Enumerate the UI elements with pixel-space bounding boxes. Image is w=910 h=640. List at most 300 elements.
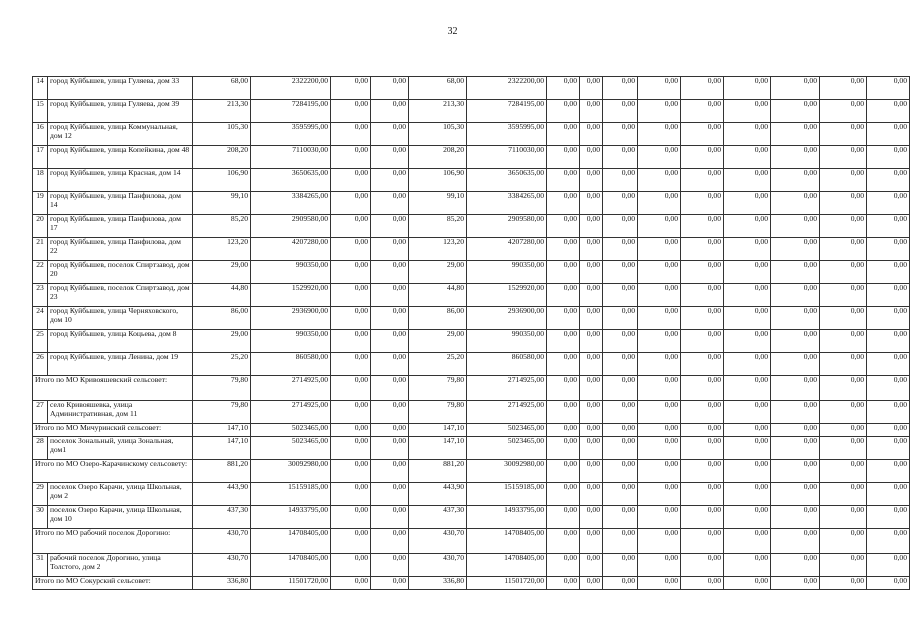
value-cell: 0,00 [371, 529, 409, 554]
value-cell: 0,00 [580, 483, 603, 506]
value-cell: 2714925,00 [467, 401, 547, 424]
value-cell: 0,00 [638, 506, 681, 529]
value-cell: 0,00 [771, 284, 820, 307]
address-cell: город Куйбышев, улица Красная, дом 14 [48, 169, 193, 192]
row-number: 30 [33, 506, 48, 529]
value-cell: 2322200,00 [467, 77, 547, 100]
total-row [33, 529, 910, 554]
value-cell: 0,00 [580, 460, 603, 483]
total-row [33, 460, 910, 483]
value-cell: 0,00 [638, 307, 681, 330]
value-cell: 2714925,00 [251, 401, 331, 424]
table-row [33, 483, 910, 506]
value-cell: 0,00 [580, 437, 603, 460]
address-cell: город Куйбышев, улица Коммунальная, дом 12 [48, 123, 193, 146]
value-cell: 0,00 [371, 77, 409, 100]
value-cell: 68,00 [409, 77, 467, 100]
value-cell: 0,00 [771, 483, 820, 506]
value-cell: 0,00 [638, 146, 681, 169]
value-cell: 0,00 [724, 77, 771, 100]
value-cell: 0,00 [331, 215, 371, 238]
value-cell: 0,00 [681, 506, 724, 529]
address-cell: город Куйбышев, улица Черняховского, дом 10 [48, 307, 193, 330]
value-cell: 0,00 [603, 483, 638, 506]
value-cell: 14708405,00 [467, 529, 547, 554]
value-cell: 0,00 [681, 169, 724, 192]
value-cell: 0,00 [820, 506, 867, 529]
value-cell: 0,00 [771, 215, 820, 238]
value-cell: 0,00 [771, 424, 820, 437]
value-cell: 0,00 [820, 238, 867, 261]
table-row [33, 554, 910, 577]
value-cell: 0,00 [580, 100, 603, 123]
value-cell: 1529920,00 [467, 284, 547, 307]
table-row [33, 146, 910, 169]
value-cell: 11501720,00 [467, 577, 547, 590]
value-cell: 0,00 [547, 437, 580, 460]
value-cell: 430,70 [409, 554, 467, 577]
value-cell: 0,00 [820, 100, 867, 123]
value-cell: 0,00 [724, 401, 771, 424]
value-cell: 0,00 [771, 192, 820, 215]
value-cell: 0,00 [820, 307, 867, 330]
value-cell: 0,00 [371, 261, 409, 284]
value-cell: 0,00 [867, 330, 910, 353]
value-cell: 0,00 [580, 529, 603, 554]
value-cell: 0,00 [771, 77, 820, 100]
value-cell: 0,00 [371, 284, 409, 307]
value-cell: 15159185,00 [251, 483, 331, 506]
value-cell: 0,00 [331, 376, 371, 401]
value-cell: 0,00 [371, 460, 409, 483]
value-cell: 79,80 [409, 401, 467, 424]
value-cell: 336,80 [409, 577, 467, 590]
value-cell: 44,80 [409, 284, 467, 307]
value-cell: 0,00 [603, 100, 638, 123]
value-cell: 0,00 [547, 483, 580, 506]
value-cell: 99,10 [409, 192, 467, 215]
value-cell: 0,00 [331, 284, 371, 307]
value-cell: 0,00 [547, 77, 580, 100]
value-cell: 0,00 [820, 192, 867, 215]
value-cell: 0,00 [681, 192, 724, 215]
value-cell: 0,00 [638, 100, 681, 123]
value-cell: 0,00 [580, 169, 603, 192]
value-cell: 30092980,00 [251, 460, 331, 483]
value-cell: 0,00 [547, 215, 580, 238]
value-cell: 2714925,00 [467, 376, 547, 401]
value-cell: 14708405,00 [251, 554, 331, 577]
value-cell: 0,00 [681, 437, 724, 460]
value-cell: 0,00 [681, 100, 724, 123]
value-cell: 0,00 [603, 146, 638, 169]
value-cell: 0,00 [724, 192, 771, 215]
row-number: 27 [33, 401, 48, 424]
value-cell: 0,00 [580, 554, 603, 577]
value-cell: 2936900,00 [467, 307, 547, 330]
value-cell: 0,00 [547, 460, 580, 483]
value-cell: 0,00 [771, 169, 820, 192]
value-cell: 0,00 [580, 77, 603, 100]
total-label: Итого по МО Сокурский сельсовет: [33, 577, 193, 590]
value-cell: 3650635,00 [251, 169, 331, 192]
value-cell: 0,00 [724, 376, 771, 401]
data-table [32, 76, 910, 590]
value-cell: 0,00 [820, 146, 867, 169]
total-label: Итого по МО Озеро-Карачинскому сельсовету: [33, 460, 193, 483]
value-cell: 0,00 [331, 169, 371, 192]
value-cell: 4207280,00 [251, 238, 331, 261]
total-label: Итого по МО рабочий поселок Дорогино: [33, 529, 193, 554]
value-cell: 0,00 [580, 146, 603, 169]
value-cell: 0,00 [331, 330, 371, 353]
value-cell: 0,00 [603, 353, 638, 376]
value-cell: 0,00 [820, 261, 867, 284]
value-cell: 0,00 [371, 307, 409, 330]
row-number: 16 [33, 123, 48, 146]
value-cell: 0,00 [603, 330, 638, 353]
row-number: 29 [33, 483, 48, 506]
value-cell: 0,00 [681, 460, 724, 483]
value-cell: 0,00 [371, 506, 409, 529]
value-cell: 0,00 [603, 577, 638, 590]
table-row [33, 284, 910, 307]
value-cell: 4207280,00 [467, 238, 547, 261]
table-row [33, 401, 910, 424]
value-cell: 0,00 [638, 353, 681, 376]
value-cell: 0,00 [331, 529, 371, 554]
value-cell: 0,00 [580, 284, 603, 307]
value-cell: 0,00 [603, 169, 638, 192]
value-cell: 881,20 [193, 460, 251, 483]
table-row [33, 192, 910, 215]
row-number: 22 [33, 261, 48, 284]
value-cell: 0,00 [547, 554, 580, 577]
value-cell: 0,00 [724, 353, 771, 376]
value-cell: 0,00 [580, 307, 603, 330]
value-cell: 0,00 [580, 192, 603, 215]
value-cell: 0,00 [638, 77, 681, 100]
value-cell: 430,70 [193, 554, 251, 577]
value-cell: 29,00 [193, 330, 251, 353]
value-cell: 0,00 [867, 261, 910, 284]
value-cell: 44,80 [193, 284, 251, 307]
value-cell: 0,00 [820, 554, 867, 577]
value-cell: 0,00 [331, 261, 371, 284]
value-cell: 15159185,00 [467, 483, 547, 506]
value-cell: 147,10 [193, 437, 251, 460]
value-cell: 0,00 [603, 506, 638, 529]
value-cell: 0,00 [771, 506, 820, 529]
value-cell: 0,00 [547, 577, 580, 590]
value-cell: 0,00 [331, 192, 371, 215]
value-cell: 14708405,00 [251, 529, 331, 554]
value-cell: 0,00 [371, 169, 409, 192]
value-cell: 0,00 [331, 307, 371, 330]
value-cell: 0,00 [867, 307, 910, 330]
value-cell: 0,00 [681, 146, 724, 169]
value-cell: 0,00 [681, 424, 724, 437]
value-cell: 0,00 [681, 238, 724, 261]
value-cell: 0,00 [724, 330, 771, 353]
value-cell: 0,00 [638, 376, 681, 401]
value-cell: 0,00 [820, 529, 867, 554]
value-cell: 7110030,00 [467, 146, 547, 169]
value-cell: 0,00 [681, 577, 724, 590]
row-number: 15 [33, 100, 48, 123]
value-cell: 0,00 [603, 307, 638, 330]
value-cell: 30092980,00 [467, 460, 547, 483]
table-row [33, 238, 910, 261]
value-cell: 1529920,00 [251, 284, 331, 307]
value-cell: 860580,00 [251, 353, 331, 376]
value-cell: 0,00 [580, 353, 603, 376]
value-cell: 0,00 [681, 376, 724, 401]
value-cell: 0,00 [638, 460, 681, 483]
value-cell: 0,00 [820, 353, 867, 376]
value-cell: 0,00 [638, 401, 681, 424]
value-cell: 0,00 [371, 437, 409, 460]
value-cell: 0,00 [867, 146, 910, 169]
value-cell: 0,00 [547, 284, 580, 307]
value-cell: 5023465,00 [467, 424, 547, 437]
table-row [33, 506, 910, 529]
value-cell: 0,00 [603, 424, 638, 437]
value-cell: 0,00 [820, 437, 867, 460]
value-cell: 0,00 [867, 284, 910, 307]
value-cell: 0,00 [638, 554, 681, 577]
value-cell: 0,00 [771, 353, 820, 376]
row-number: 24 [33, 307, 48, 330]
value-cell: 0,00 [681, 401, 724, 424]
value-cell: 0,00 [603, 284, 638, 307]
value-cell: 0,00 [867, 577, 910, 590]
value-cell: 0,00 [371, 353, 409, 376]
value-cell: 5023465,00 [251, 437, 331, 460]
value-cell: 0,00 [603, 238, 638, 261]
value-cell: 29,00 [409, 261, 467, 284]
value-cell: 0,00 [724, 261, 771, 284]
value-cell: 0,00 [331, 424, 371, 437]
value-cell: 0,00 [603, 376, 638, 401]
table-row [33, 261, 910, 284]
value-cell: 0,00 [771, 376, 820, 401]
value-cell: 0,00 [771, 460, 820, 483]
address-cell: поселок Озеро Карачи, улица Школьная, дом 2 [48, 483, 193, 506]
value-cell: 0,00 [371, 215, 409, 238]
value-cell: 0,00 [331, 506, 371, 529]
value-cell: 0,00 [371, 146, 409, 169]
value-cell: 0,00 [603, 529, 638, 554]
value-cell: 0,00 [681, 123, 724, 146]
value-cell: 0,00 [331, 554, 371, 577]
value-cell: 0,00 [638, 169, 681, 192]
value-cell: 147,10 [409, 437, 467, 460]
total-row [33, 376, 910, 401]
value-cell: 123,20 [193, 238, 251, 261]
value-cell: 0,00 [371, 123, 409, 146]
value-cell: 0,00 [603, 261, 638, 284]
value-cell: 0,00 [547, 100, 580, 123]
value-cell: 0,00 [331, 577, 371, 590]
value-cell: 0,00 [580, 330, 603, 353]
value-cell: 0,00 [771, 307, 820, 330]
value-cell: 79,80 [193, 376, 251, 401]
value-cell: 0,00 [724, 284, 771, 307]
value-cell: 0,00 [580, 577, 603, 590]
value-cell: 0,00 [724, 100, 771, 123]
value-cell: 213,30 [409, 100, 467, 123]
value-cell: 0,00 [724, 483, 771, 506]
value-cell: 0,00 [681, 330, 724, 353]
value-cell: 0,00 [371, 192, 409, 215]
value-cell: 0,00 [724, 146, 771, 169]
value-cell: 0,00 [371, 401, 409, 424]
value-cell: 0,00 [867, 123, 910, 146]
value-cell: 0,00 [820, 577, 867, 590]
value-cell: 0,00 [724, 169, 771, 192]
value-cell: 0,00 [867, 401, 910, 424]
address-cell: город Куйбышев, поселок Спиртзавод, дом 23 [48, 284, 193, 307]
value-cell: 2714925,00 [251, 376, 331, 401]
value-cell: 0,00 [681, 284, 724, 307]
value-cell: 0,00 [771, 146, 820, 169]
value-cell: 990350,00 [467, 261, 547, 284]
value-cell: 0,00 [820, 424, 867, 437]
value-cell: 0,00 [867, 424, 910, 437]
value-cell: 0,00 [331, 100, 371, 123]
value-cell: 0,00 [867, 169, 910, 192]
value-cell: 0,00 [547, 123, 580, 146]
value-cell: 3384265,00 [251, 192, 331, 215]
value-cell: 99,10 [193, 192, 251, 215]
table-body [33, 77, 910, 590]
address-cell: город Куйбышев, улица Ленина, дом 19 [48, 353, 193, 376]
value-cell: 0,00 [580, 215, 603, 238]
value-cell: 0,00 [331, 238, 371, 261]
address-cell: город Куйбышев, улица Панфилова, дом 14 [48, 192, 193, 215]
value-cell: 0,00 [371, 100, 409, 123]
value-cell: 0,00 [681, 529, 724, 554]
row-number: 21 [33, 238, 48, 261]
value-cell: 2322200,00 [251, 77, 331, 100]
value-cell: 208,20 [193, 146, 251, 169]
value-cell: 68,00 [193, 77, 251, 100]
value-cell: 0,00 [547, 506, 580, 529]
address-cell: город Куйбышев, улица Гуляева, дом 33 [48, 77, 193, 100]
value-cell: 0,00 [638, 192, 681, 215]
value-cell: 0,00 [771, 401, 820, 424]
value-cell: 0,00 [547, 401, 580, 424]
value-cell: 0,00 [371, 238, 409, 261]
value-cell: 0,00 [331, 353, 371, 376]
value-cell: 0,00 [771, 100, 820, 123]
value-cell: 0,00 [331, 483, 371, 506]
value-cell: 0,00 [580, 506, 603, 529]
value-cell: 430,70 [409, 529, 467, 554]
value-cell: 0,00 [820, 330, 867, 353]
row-number: 20 [33, 215, 48, 238]
table-row [33, 215, 910, 238]
address-cell: город Куйбышев, улица Коцьева, дом 8 [48, 330, 193, 353]
value-cell: 0,00 [820, 284, 867, 307]
value-cell: 0,00 [331, 123, 371, 146]
value-cell: 0,00 [724, 554, 771, 577]
value-cell: 336,80 [193, 577, 251, 590]
value-cell: 0,00 [603, 192, 638, 215]
value-cell: 0,00 [603, 401, 638, 424]
value-cell: 14708405,00 [467, 554, 547, 577]
value-cell: 0,00 [603, 437, 638, 460]
value-cell: 0,00 [867, 483, 910, 506]
value-cell: 0,00 [547, 353, 580, 376]
value-cell: 0,00 [724, 460, 771, 483]
value-cell: 0,00 [867, 215, 910, 238]
value-cell: 0,00 [867, 100, 910, 123]
value-cell: 0,00 [331, 401, 371, 424]
value-cell: 437,30 [193, 506, 251, 529]
value-cell: 14933795,00 [251, 506, 331, 529]
value-cell: 0,00 [820, 376, 867, 401]
value-cell: 443,90 [193, 483, 251, 506]
value-cell: 0,00 [724, 437, 771, 460]
value-cell: 430,70 [193, 529, 251, 554]
value-cell: 0,00 [681, 261, 724, 284]
value-cell: 25,20 [193, 353, 251, 376]
value-cell: 5023465,00 [467, 437, 547, 460]
table-row [33, 77, 910, 100]
value-cell: 105,30 [193, 123, 251, 146]
value-cell: 0,00 [867, 529, 910, 554]
value-cell: 0,00 [580, 123, 603, 146]
value-cell: 0,00 [771, 437, 820, 460]
value-cell: 0,00 [724, 529, 771, 554]
value-cell: 0,00 [724, 506, 771, 529]
value-cell: 0,00 [724, 307, 771, 330]
value-cell: 0,00 [771, 261, 820, 284]
address-cell: рабочий поселок Дорогино, улица Толстого, дом 2 [48, 554, 193, 577]
value-cell: 29,00 [193, 261, 251, 284]
value-cell: 0,00 [547, 529, 580, 554]
value-cell: 106,90 [409, 169, 467, 192]
value-cell: 0,00 [724, 123, 771, 146]
table-row [33, 307, 910, 330]
value-cell: 3384265,00 [467, 192, 547, 215]
total-label: Итого по МО Кривояшевский сельсовет: [33, 376, 193, 401]
value-cell: 79,80 [193, 401, 251, 424]
value-cell: 0,00 [580, 401, 603, 424]
value-cell: 0,00 [681, 307, 724, 330]
row-number: 23 [33, 284, 48, 307]
value-cell: 0,00 [371, 424, 409, 437]
value-cell: 14933795,00 [467, 506, 547, 529]
value-cell: 0,00 [331, 437, 371, 460]
row-number: 19 [33, 192, 48, 215]
value-cell: 0,00 [724, 215, 771, 238]
value-cell: 0,00 [867, 554, 910, 577]
value-cell: 0,00 [603, 215, 638, 238]
value-cell: 3595995,00 [467, 123, 547, 146]
value-cell: 0,00 [580, 261, 603, 284]
value-cell: 0,00 [724, 424, 771, 437]
value-cell: 990350,00 [251, 261, 331, 284]
value-cell: 0,00 [867, 353, 910, 376]
value-cell: 0,00 [331, 460, 371, 483]
value-cell: 86,00 [409, 307, 467, 330]
value-cell: 0,00 [771, 577, 820, 590]
value-cell: 2909580,00 [251, 215, 331, 238]
total-label: Итого по МО Мичуринский сельсовет: [33, 424, 193, 437]
